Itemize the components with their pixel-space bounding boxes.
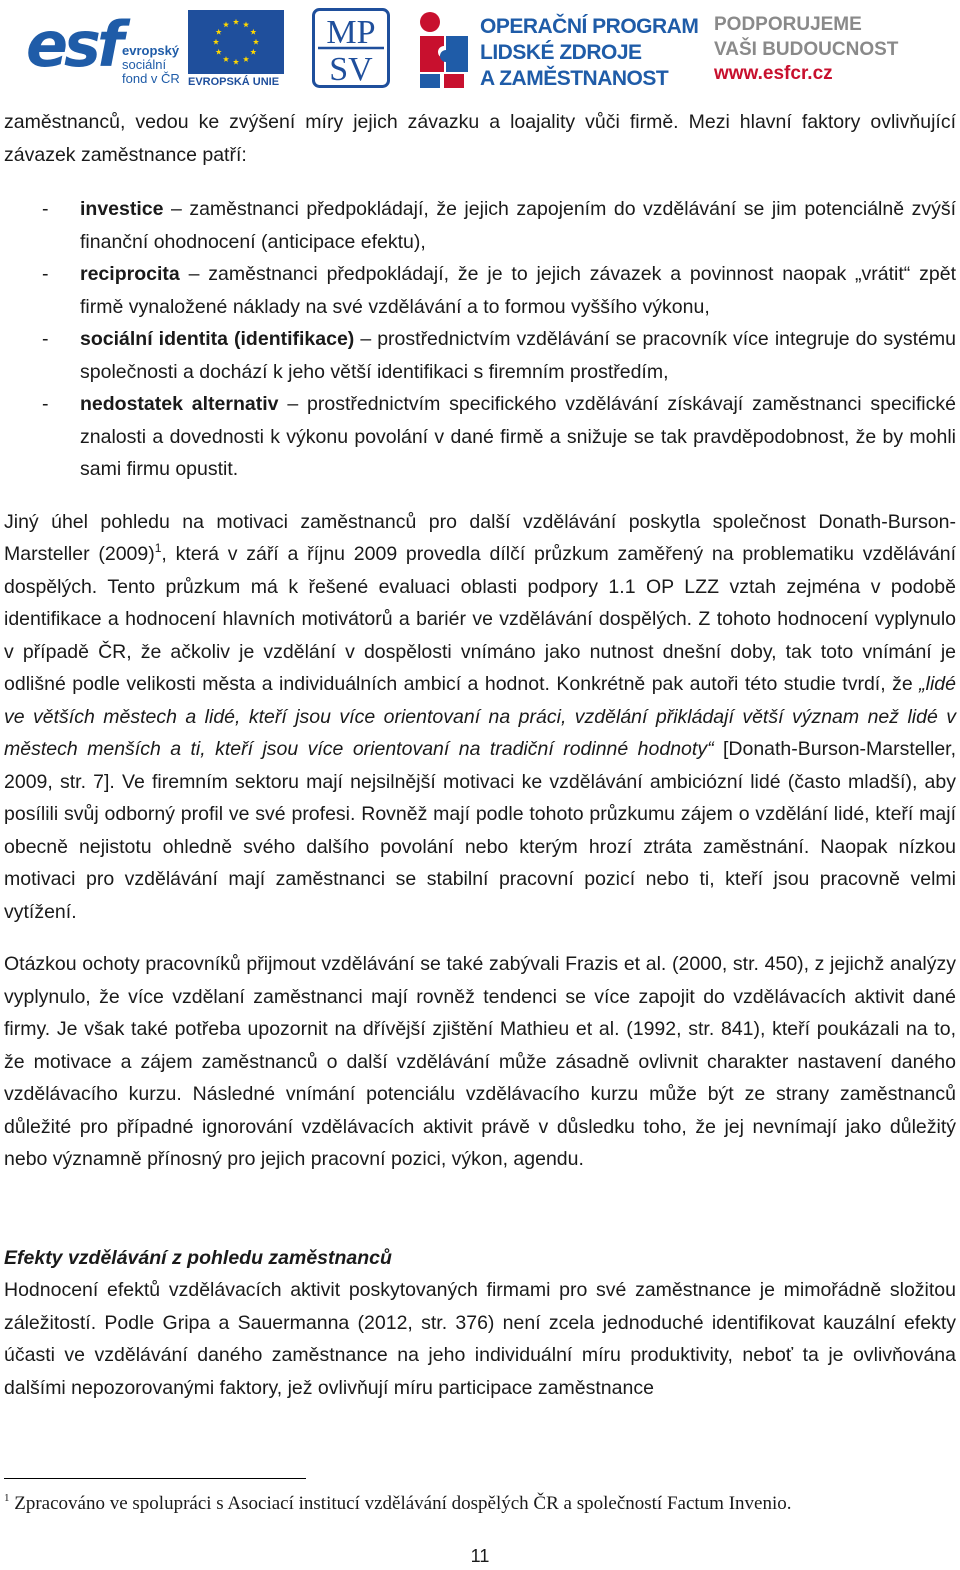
eu-label: EVROPSKÁ UNIE <box>188 76 280 88</box>
intro-paragraph: zaměstnanců, vedou ke zvýšení míry jejich závazku a loajality vůči firmě. Mezi hlavní faktory ovlivňující závazek zaměstnance patří: <box>4 111 956 166</box>
list-text: – zaměstnanci předpokládají, že jejich zapojením do vzdělávání se jim potenciálně zvýší finanční ohodnocení (anticipace efektu), <box>80 198 956 253</box>
list-item <box>4 193 956 258</box>
mpsv-bottom-text: SV <box>329 51 373 88</box>
paragraph-text: [Donath-Burson-Marsteller, 2009, str. 7]. Ve firemním sektoru mají nejsilnější motivaci ke vzdělávání ambiciózní lidé (často mladší), aby posílili svůj odborný profil ve své profesi. Rovněž mají podle tohoto průzkumu zájem o vzdělání lidé, kteří mají obecně nejistotu ohledně svého dalšího povolání nebo kterým hrozí ztráta zaměstnání. Naopak nízkou motivaci pro vzdělávání mají zaměstnanci se stabilní pracovní pozicí nebo ti, kteří jsou pracovně velmi vytížení. <box>4 738 956 923</box>
footnote-separator <box>4 1478 306 1479</box>
list-dash: - <box>42 328 49 350</box>
effects-paragraph: Hodnocení efektů vzdělávacích aktivit poskytovaných firmami pro své zaměstnance je mimořádně složitou záležitostí. Podle Gripa a Sauermanna (2012, str. 376) není zcela jednoduché identifikovat kauzální efekty účasti ve vzdělávání daného zaměstnance na jeho individuální míru produktivity, neboť ta je ovlivňována dalšími nepozorovanými faktory, jež ovlivňují míru participace zaměstnance <box>4 1279 956 1399</box>
list-term: investice <box>80 198 164 220</box>
esf-caption <box>122 44 180 86</box>
page-number: 11 <box>470 1546 490 1566</box>
esf-caption-line: fond v ČR <box>122 71 180 86</box>
support-url: www.esfcr.cz <box>714 63 833 84</box>
list-dash: - <box>42 263 49 285</box>
op-lzz-line: LIDSKÉ ZDROJE <box>480 41 642 64</box>
eu-logo <box>188 10 284 90</box>
list-item <box>4 258 956 323</box>
support-line: PODPORUJEME <box>714 14 862 35</box>
mpsv-logo <box>312 8 390 88</box>
document-body <box>4 106 956 1404</box>
mpsv-top-text: MP <box>326 14 376 51</box>
op-lzz-text <box>480 14 698 92</box>
paragraph-text: , která v září a říjnu 2009 provedla dílčí průzkum zaměřený na problematiku vzdělávání dospělých. Tento průzkum má k řešené evaluaci oblasti podpory 1.1 OP LZZ vztah zejména v podobě identifikace a hodnocení hlavních motivátorů a bariér ve vzdělávání dospělých. Z tohoto hodnocení vyplynulo v případě ČR, že ačkoliv je vzdělání v dospělosti vnímáno jako nutnost dnešní doby, tak toto vnímání je odlišné podle velikosti města a individuálních ambicí a hodnot. Konkrétně pak autoři této studie tvrdí, že <box>4 543 956 695</box>
mpsv-emblem-icon <box>312 8 390 88</box>
list-text: – prostřednictvím specifického vzdělávání získávají zaměstnanci specifické znalosti a dovednosti k výkonu povolání v dané firmě a snižuje se tak pravděpodobnost, že by mohli sami firmu opustit. <box>80 393 956 480</box>
footnote-text: Zpracováno ve spolupráci s Asociací institucí vzdělávání dospělých ČR a společností Factum Invenio. <box>9 1493 792 1514</box>
op-lzz-line: A ZAMĚSTNANOST <box>480 67 669 90</box>
willingness-paragraph: Otázkou ochoty pracovníků přijmout vzdělávání se také zabývali Frazis et al. (2000, str. 450), z jejichž analýzy vyplynulo, že více vzdělaní zaměstnanci mají rovněž tendenci se více zapojit do vzdělávacích aktivit dané firmy. Je však také potřeba upozornit na dřívější zjištění Mathieu et al. (1992, str. 841), kteří poukázali na to, že motivace a zájem zaměstnanců o další vzdělávání může zásadně ovlivnit charakter nastavení daného vzdělávacího kurzu. Následné vnímání potenciálu vzdělávacího kurzu může být ze strany zaměstnanců důležité pro případné ignorování vzdělávacích aktivit právě v důsledku toho, že jej nevnímají jako důležitý nebo významně přínosný pro jejich pracovní pozici, výkon, agendu. <box>4 953 956 1170</box>
study-quote: „lidé ve větších městech a lidé, kteří jsou více orientovaní na práci, vzdělání přikládají větší význam než lidé v městech menších a ti, kteří jsou více orientovaní na tradiční rodinné hodnoty“ <box>4 673 956 760</box>
op-lzz-line: OPERAČNÍ PROGRAM <box>480 15 699 38</box>
motivation-paragraph <box>4 506 956 929</box>
footnote-mark: 1 <box>4 1492 10 1504</box>
list-dash: - <box>42 393 49 415</box>
esf-logo <box>26 8 188 90</box>
footnote-reference[interactable]: 1 <box>154 541 162 555</box>
footnote <box>4 1492 791 1516</box>
list-text: – prostřednictvím vzdělávání se pracovník více integruje do systému společnosti a dochází k jeho větší identifikaci s firemním prostředím, <box>80 328 956 383</box>
logo-bar <box>24 6 924 90</box>
list-dash: - <box>42 198 49 220</box>
list-item <box>4 323 956 388</box>
list-term: nedostatek alternativ <box>80 393 279 415</box>
eu-flag-icon <box>188 10 284 74</box>
list-text: – zaměstnanci předpokládají, že je to jejich závazek a povinnost naopak „vrátit“ zpět firmě vynaložené náklady na své vzdělávání a to formou vyššího výkonu, <box>80 263 956 318</box>
list-item <box>4 388 956 486</box>
factor-list <box>4 193 956 486</box>
op-lzz-logo <box>416 10 699 90</box>
support-line: VAŠI BUDOUCNOST <box>714 39 899 60</box>
esf-caption-line: evropský <box>122 43 180 58</box>
paragraph-text: Jiný úhel pohledu na motivaci zaměstnanců pro další vzdělávání poskytla společnost Donath-Burson-Marsteller (2009) <box>4 510 956 565</box>
section-heading: Efekty vzdělávání z pohledu zaměstnanců <box>4 1246 392 1269</box>
support-text <box>714 12 914 62</box>
list-term: sociální identita (identifikace) <box>80 328 355 350</box>
support-slogan <box>714 12 914 86</box>
list-term: reciprocita <box>80 263 180 285</box>
puzzle-figure-icon <box>416 10 480 90</box>
esf-letters: esf <box>26 8 120 81</box>
esf-caption-line: sociální <box>122 57 167 72</box>
